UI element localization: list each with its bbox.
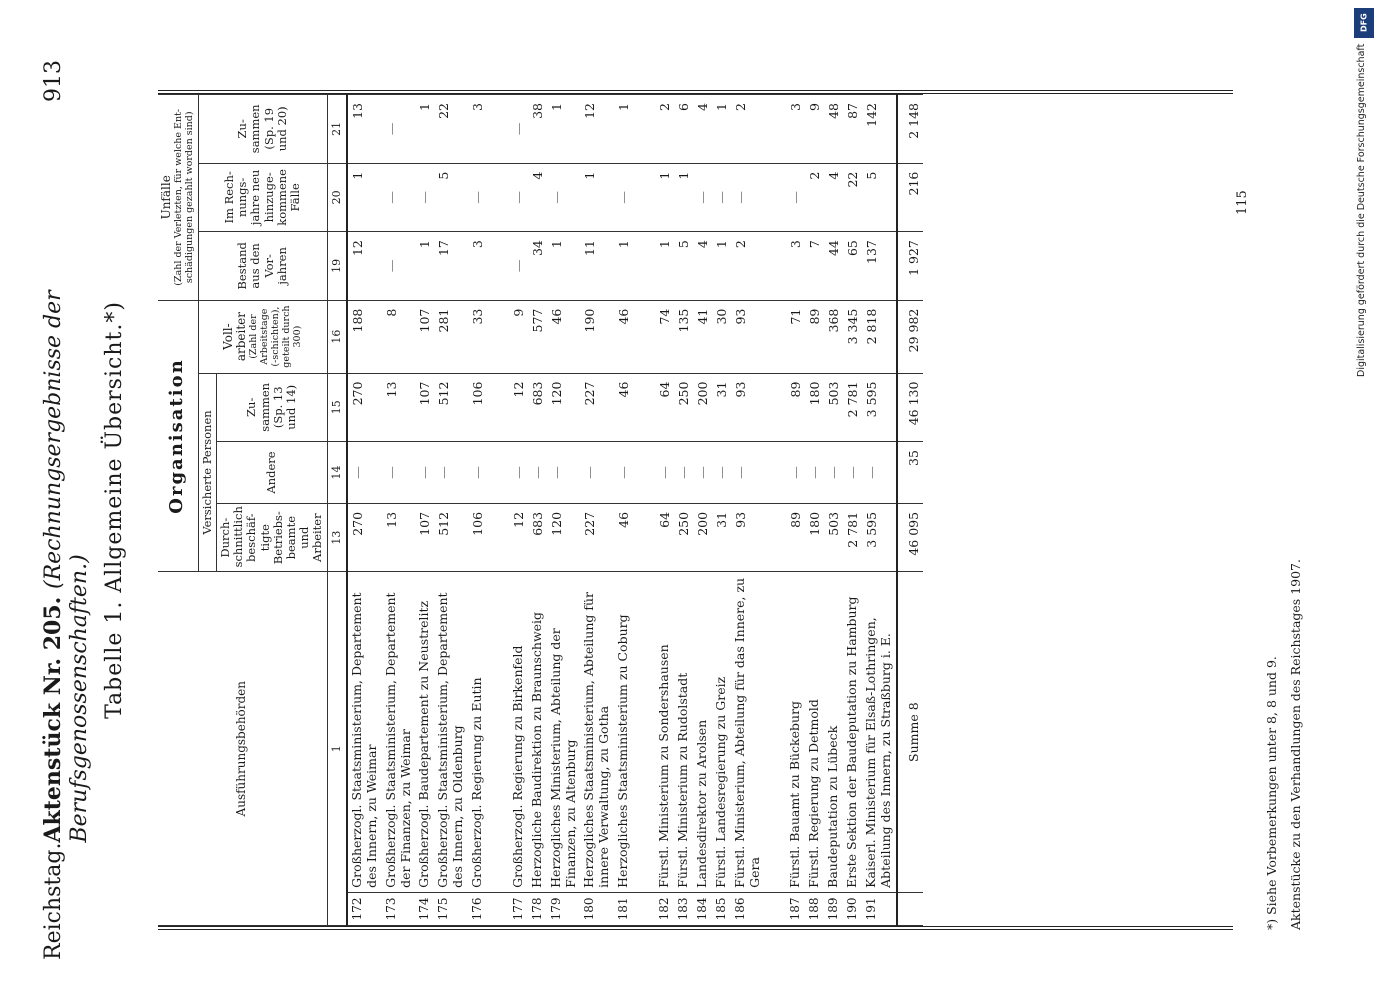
cell-c13: 2 781 <box>843 503 862 572</box>
cell-c15: 107 <box>415 373 434 442</box>
cell-c13: 107 <box>415 503 434 572</box>
cell-c13: 106 <box>468 503 487 572</box>
row-number: 180 <box>580 892 614 925</box>
cell-c15: 89 <box>786 373 805 442</box>
cell-c13: 512 <box>434 503 468 572</box>
row-number: 188 <box>805 892 824 925</box>
table-row <box>731 95 765 926</box>
cell-c16: 46 <box>547 300 581 373</box>
cell-c21: 3 <box>468 95 487 164</box>
cell-c15: 503 <box>824 373 843 442</box>
row-authority: Kaiserl. Ministerium für Elsaß-Lothringen, Abteilung des Innern, zu Straßburg i. E. <box>862 572 897 892</box>
table-row <box>674 95 693 926</box>
table-row <box>655 95 674 926</box>
cell-c15: 250 <box>674 373 693 442</box>
cell-c21: 1 <box>712 95 731 164</box>
cell-c14: — <box>786 442 805 504</box>
cell-c16: 3 345 <box>843 300 862 373</box>
cell-c20: — <box>415 163 434 232</box>
cell-c14: — <box>805 442 824 504</box>
row-number: 178 <box>528 892 547 925</box>
col-number: 19 <box>327 232 347 301</box>
header-subtitle: (Rechnungsergebnisse der Berufsgenossenschaften.) <box>41 290 92 843</box>
cell-c20: — <box>693 163 712 232</box>
cell-c19: 1 <box>547 232 581 301</box>
overview-table <box>158 94 923 926</box>
footnote-1: *) Siehe Vorbemerkungen unter 8, 8 und 9. <box>1264 656 1279 930</box>
cell-c13: 250 <box>674 503 693 572</box>
cell-c16: 190 <box>580 300 614 373</box>
col-number: 14 <box>327 442 347 504</box>
table-frame <box>158 90 1233 930</box>
cell-c19: 1 <box>415 232 434 301</box>
header-center <box>40 102 92 843</box>
cell-c13: 31 <box>712 503 731 572</box>
row-number: 177 <box>509 892 528 925</box>
table-row <box>468 95 487 926</box>
cell-c20: — <box>509 163 528 232</box>
row-authority: Großherzogl. Regierung zu Birkenfeld <box>509 572 528 892</box>
cell-c14: — <box>580 442 614 504</box>
table-row <box>528 95 547 926</box>
cell-c13: 93 <box>731 503 765 572</box>
table-row <box>843 95 862 926</box>
cell-c19: — <box>382 232 416 301</box>
cell-c14: — <box>862 442 897 504</box>
cell-c16: 188 <box>347 300 382 373</box>
cell-c13: 64 <box>655 503 674 572</box>
row-number: 186 <box>731 892 765 925</box>
cell-c19: 2 <box>731 232 765 301</box>
cell-c15: 227 <box>580 373 614 442</box>
table-row <box>614 95 633 926</box>
cell-c16: 74 <box>655 300 674 373</box>
row-number: 189 <box>824 892 843 925</box>
row-authority: Fürstl. Ministerium zu Rudolstadt <box>674 572 693 892</box>
col-new-cases: Im Rech-nungs-jahre neu hinzuge-kommene Fälle <box>198 163 327 232</box>
cell-c14: — <box>614 442 633 504</box>
cell-c15: 270 <box>347 373 382 442</box>
cell-c20: — <box>712 163 731 232</box>
cell-c16: 89 <box>805 300 824 373</box>
cell-c16: 93 <box>731 300 765 373</box>
dfg-credit <box>1352 8 1376 992</box>
cell-c20: 1 <box>580 163 614 232</box>
row-number: 172 <box>347 892 382 925</box>
row-number: 176 <box>468 892 487 925</box>
cell-c15: 512 <box>434 373 468 442</box>
row-number: 175 <box>434 892 468 925</box>
cell-c14: — <box>382 442 416 504</box>
table-row <box>805 95 824 926</box>
cell-c21: 22 <box>434 95 468 164</box>
cell-c19: 5 <box>674 232 693 301</box>
cell-c19: 1 <box>614 232 633 301</box>
cell-c21: 13 <box>347 95 382 164</box>
row-number: 182 <box>655 892 674 925</box>
sum-c13: 46 095 <box>897 503 923 572</box>
cell-c21: 4 <box>693 95 712 164</box>
cell-c13: 180 <box>805 503 824 572</box>
col-full-workers <box>198 300 327 373</box>
cell-c21: 87 <box>843 95 862 164</box>
cell-c14: — <box>415 442 434 504</box>
cell-c16: 135 <box>674 300 693 373</box>
row-authority: Baudeputation zu Lübeck <box>824 572 843 892</box>
row-authority: Großherzogl. Baudepartement zu Neustrelitz <box>415 572 434 892</box>
cell-c20: 5 <box>862 163 897 232</box>
row-authority: Fürstl. Landesregierung zu Greiz <box>712 572 731 892</box>
cell-c14: — <box>347 442 382 504</box>
cell-c13: 13 <box>382 503 416 572</box>
cell-c19: 3 <box>786 232 805 301</box>
col-number: 21 <box>327 95 347 164</box>
table-row <box>862 95 897 926</box>
cell-c14: — <box>712 442 731 504</box>
row-authority: Großherzogl. Staatsministerium, Departement des Innern, zu Weimar <box>347 572 382 892</box>
cell-c15: 31 <box>712 373 731 442</box>
cell-c14: — <box>655 442 674 504</box>
cell-c19: 7 <box>805 232 824 301</box>
cell-c16: 577 <box>528 300 547 373</box>
col-number: 13 <box>327 503 347 572</box>
cell-c19: 1 <box>655 232 674 301</box>
cell-c20: — <box>614 163 633 232</box>
row-authority: Fürstl. Regierung zu Detmold <box>805 572 824 892</box>
cell-c16: 281 <box>434 300 468 373</box>
cell-c21: 3 <box>786 95 805 164</box>
col-number: 20 <box>327 163 347 232</box>
cell-c20: — <box>786 163 805 232</box>
cell-c14: — <box>434 442 468 504</box>
col-from-previous: Bestand aus den Vor-jahren <box>198 232 327 301</box>
cell-c20: 2 <box>805 163 824 232</box>
table-row <box>693 95 712 926</box>
row-authority: Erste Sektion der Baudeputation zu Hamburg <box>843 572 862 892</box>
table-row <box>434 95 468 926</box>
cell-c16: 71 <box>786 300 805 373</box>
cell-c20: 22 <box>843 163 862 232</box>
cell-c21: 6 <box>674 95 693 164</box>
cell-c14: — <box>674 442 693 504</box>
cell-c21: 2 <box>655 95 674 164</box>
table-body <box>347 95 897 926</box>
cell-c14: — <box>468 442 487 504</box>
cell-c21: 1 <box>415 95 434 164</box>
row-number: 183 <box>674 892 693 925</box>
cell-c19: 1 <box>712 232 731 301</box>
col-avg-officials: Durch-schnittlich beschäf-tigte Betriebs-beamte und Arbeiter <box>216 503 327 572</box>
page-mark: 115 <box>1235 190 1250 215</box>
table-row <box>547 95 581 926</box>
table-title: Tabelle 1. Allgemeine Übersicht.*) <box>102 301 127 719</box>
row-authority: Landesdirektor zu Arolsen <box>693 572 712 892</box>
sum-c20: 216 <box>897 163 923 232</box>
cell-c16: 30 <box>712 300 731 373</box>
cell-c15: 2 781 <box>843 373 862 442</box>
row-spacer <box>764 95 786 926</box>
cell-c15: 46 <box>614 373 633 442</box>
row-number: 190 <box>843 892 862 925</box>
cell-c15: 180 <box>805 373 824 442</box>
cell-c14: — <box>509 442 528 504</box>
cell-c14: — <box>693 442 712 504</box>
cell-c20: — <box>382 163 416 232</box>
dfg-logo-icon: DFG <box>1354 8 1374 38</box>
cell-c20: — <box>547 163 581 232</box>
col-number: 1 <box>327 572 347 926</box>
page-header <box>40 60 92 960</box>
cell-c15: 3 595 <box>862 373 897 442</box>
row-number: 191 <box>862 892 897 925</box>
column-number-row <box>327 95 347 926</box>
cell-c13: 683 <box>528 503 547 572</box>
col-others: Andere <box>216 442 327 504</box>
cell-c21: 142 <box>862 95 897 164</box>
col-total-19-20: Zu-sammen (Sp. 19 und 20) <box>198 95 327 164</box>
col-insured: Versicherte Personen <box>198 373 216 572</box>
table-row <box>712 95 731 926</box>
cell-c20: 1 <box>674 163 693 232</box>
cell-c16: 368 <box>824 300 843 373</box>
cell-c16: 107 <box>415 300 434 373</box>
cell-c13: 46 <box>614 503 633 572</box>
row-number: 174 <box>415 892 434 925</box>
cell-c16: 41 <box>693 300 712 373</box>
cell-c15: 120 <box>547 373 581 442</box>
cell-c14: — <box>731 442 765 504</box>
cell-c15: 12 <box>509 373 528 442</box>
footnote-2: Aktenstücke zu den Verhandlungen des Reichstages 1907. <box>1287 559 1303 930</box>
row-number: 173 <box>382 892 416 925</box>
cell-c21: 12 <box>580 95 614 164</box>
header-title: Aktenstück Nr. 205. <box>40 596 66 843</box>
row-number: 187 <box>786 892 805 925</box>
cell-c20: 4 <box>824 163 843 232</box>
page-number: 913 <box>41 60 66 102</box>
cell-c13: 270 <box>347 503 382 572</box>
cell-c19: — <box>509 232 528 301</box>
cell-c15: 683 <box>528 373 547 442</box>
row-authority: Herzogliches Staatsministerium, Abteilung für innere Verwaltung, zu Gotha <box>580 572 614 892</box>
row-authority: Herzogliche Baudirektion zu Braunschweig <box>528 572 547 892</box>
cell-c15: 106 <box>468 373 487 442</box>
cell-c20: 1 <box>347 163 382 232</box>
row-authority: Fürstl. Bauamt zu Bückeburg <box>786 572 805 892</box>
cell-c19: 11 <box>580 232 614 301</box>
cell-c20: 5 <box>434 163 468 232</box>
col-authorities: Ausführungsbehörden <box>158 572 327 926</box>
row-authority: Fürstl. Ministerium, Abteilung für das Innere, zu Gera <box>731 572 765 892</box>
cell-c15: 93 <box>731 373 765 442</box>
cell-c20: — <box>731 163 765 232</box>
sum-row <box>897 95 923 926</box>
sum-c21: 2 148 <box>897 95 923 164</box>
cell-c16: 8 <box>382 300 416 373</box>
cell-c21: 1 <box>547 95 581 164</box>
cell-c21: 9 <box>805 95 824 164</box>
col-accidents <box>158 95 198 301</box>
document-page <box>40 60 1360 960</box>
row-authority: Herzogliches Staatsministerium zu Coburg <box>614 572 633 892</box>
cell-c19: 12 <box>347 232 382 301</box>
table-row <box>509 95 528 926</box>
row-number: 184 <box>693 892 712 925</box>
header-left: Reichstag. <box>41 842 66 960</box>
cell-c13: 227 <box>580 503 614 572</box>
cell-c19: 4 <box>693 232 712 301</box>
cell-c13: 200 <box>693 503 712 572</box>
cell-c16: 2 818 <box>862 300 897 373</box>
col-accidents-label: Unfälle <box>159 175 173 220</box>
cell-c19: 44 <box>824 232 843 301</box>
table-row <box>347 95 382 926</box>
sum-c15: 46 130 <box>897 373 923 442</box>
cell-c14: — <box>547 442 581 504</box>
cell-c21: 1 <box>614 95 633 164</box>
cell-c19: 65 <box>843 232 862 301</box>
cell-c16: 33 <box>468 300 487 373</box>
col-number: 15 <box>327 373 347 442</box>
credit-text: Digitalisierung gefördert durch die Deutsche Forschungsgemeinschaft <box>1356 44 1367 378</box>
cell-c19: 137 <box>862 232 897 301</box>
cell-c20: 1 <box>655 163 674 232</box>
col-total-13-14: Zu-sammen (Sp. 13 und 14) <box>216 373 327 442</box>
cell-c15: 200 <box>693 373 712 442</box>
cell-c21: 48 <box>824 95 843 164</box>
row-authority: Großherzogl. Staatsministerium, Departement des Innern, zu Oldenburg <box>434 572 468 892</box>
cell-c16: 46 <box>614 300 633 373</box>
col-full-workers-label: Voll-arbeiter <box>220 312 249 362</box>
col-number: 16 <box>327 300 347 373</box>
sum-c16: 29 982 <box>897 300 923 373</box>
sum-c14: 35 <box>897 442 923 504</box>
sum-label: Summe 8 <box>897 572 923 892</box>
table-row <box>580 95 614 926</box>
cell-c21: — <box>509 95 528 164</box>
table-row <box>786 95 805 926</box>
col-organisation: Organisation <box>158 300 198 572</box>
cell-c13: 503 <box>824 503 843 572</box>
cell-c13: 120 <box>547 503 581 572</box>
table-row <box>382 95 416 926</box>
row-authority: Fürstl. Ministerium zu Sondershausen <box>655 572 674 892</box>
cell-c13: 12 <box>509 503 528 572</box>
table-row <box>824 95 843 926</box>
cell-c21: 38 <box>528 95 547 164</box>
cell-c20: 4 <box>528 163 547 232</box>
cell-c15: 13 <box>382 373 416 442</box>
cell-c19: 34 <box>528 232 547 301</box>
cell-c20: — <box>468 163 487 232</box>
cell-c14: — <box>528 442 547 504</box>
col-accidents-note: (Zahl der Verletzten, für welche Ent-schädigungen gezahlt worden sind) <box>172 108 195 286</box>
cell-c19: 17 <box>434 232 468 301</box>
row-authority: Großherzogl. Regierung zu Eutin <box>468 572 487 892</box>
cell-c13: 3 595 <box>862 503 897 572</box>
row-number: 185 <box>712 892 731 925</box>
cell-c19: 3 <box>468 232 487 301</box>
col-full-workers-note: (Zahl der Arbeitstage (-schichten), geteilt durch 300) <box>248 305 303 368</box>
row-number: 181 <box>614 892 633 925</box>
row-spacer <box>487 95 509 926</box>
cell-c16: 9 <box>509 300 528 373</box>
cell-c13: 89 <box>786 503 805 572</box>
cell-c15: 64 <box>655 373 674 442</box>
cell-c21: 2 <box>731 95 765 164</box>
footnotes <box>1260 90 1308 930</box>
cell-c14: — <box>843 442 862 504</box>
row-authority: Großherzogl. Staatsministerium, Departement der Finanzen, zu Weimar <box>382 572 416 892</box>
row-spacer <box>633 95 655 926</box>
sum-c19: 1 927 <box>897 232 923 301</box>
row-authority: Herzogliches Ministerium, Abteilung der Finanzen, zu Altenburg <box>547 572 581 892</box>
cell-c21: — <box>382 95 416 164</box>
table-row <box>415 95 434 926</box>
cell-c14: — <box>824 442 843 504</box>
row-number: 179 <box>547 892 581 925</box>
